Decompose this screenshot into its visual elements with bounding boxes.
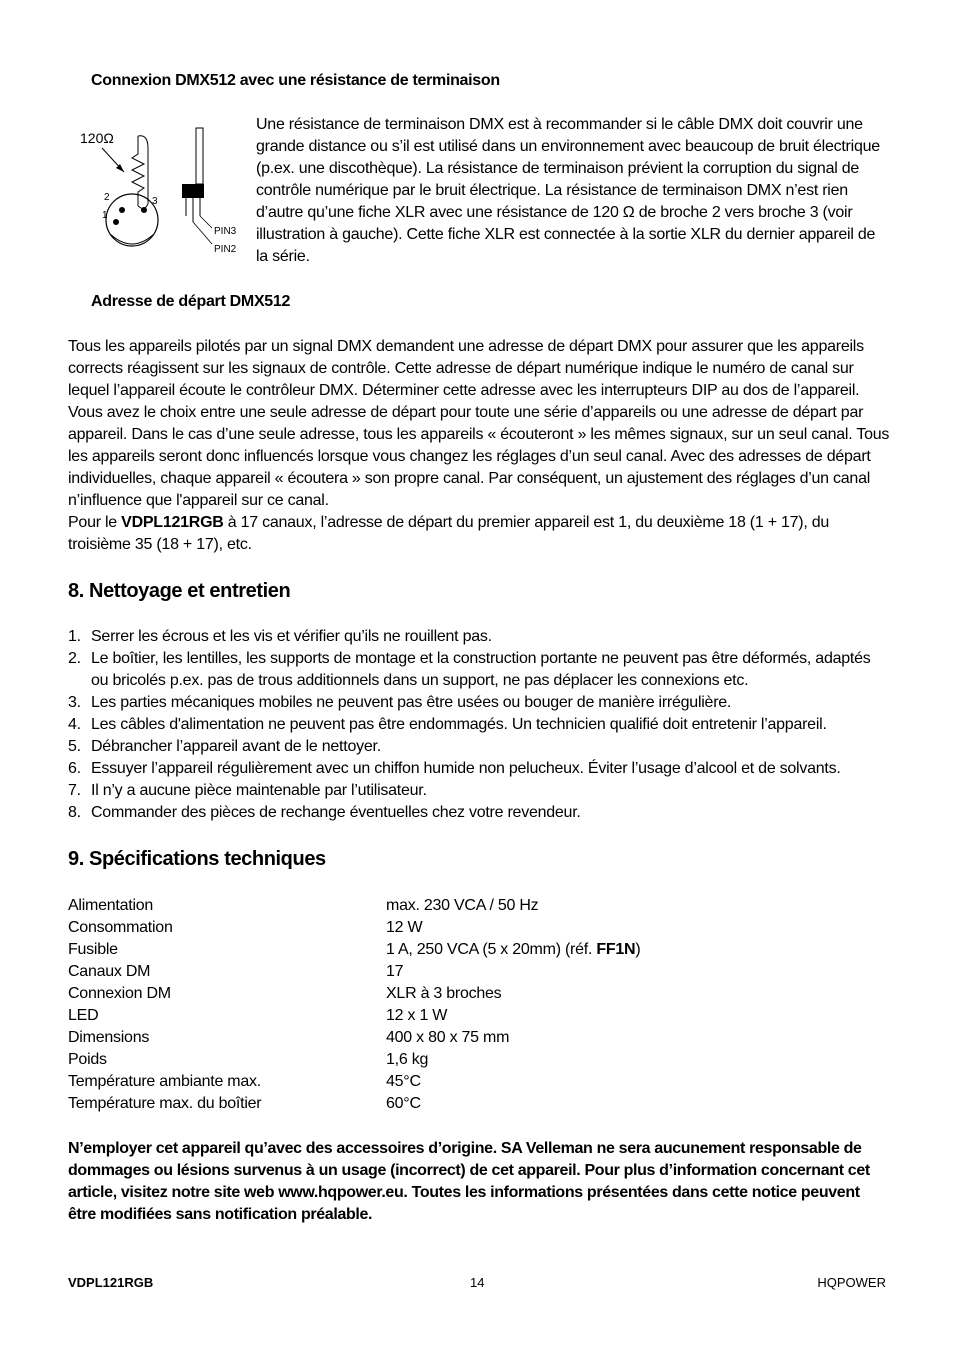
spec-value-text: 12 x 1 W xyxy=(386,1007,448,1024)
spec-value-ref: FF1N xyxy=(596,941,636,958)
spec-row xyxy=(68,1093,640,1115)
spec-value xyxy=(386,1027,509,1049)
spec-label: Consommation xyxy=(68,919,173,936)
address-example-suffix: à 17 canaux, l’adresse de départ du premier appareil est 1, du deuxième 18 (1 + 17), du troisième 35 (18 + 17), etc. xyxy=(68,514,830,553)
specs-table xyxy=(68,895,640,1115)
maintenance-item xyxy=(68,780,888,802)
spec-label: Température max. du boîtier xyxy=(68,1095,262,1112)
maintenance-item-text: Il n’y a aucune pièce maintenable par l’utilisateur. xyxy=(91,782,427,799)
spec-value xyxy=(386,983,501,1005)
footer-page-number: 14 xyxy=(470,1275,485,1290)
xlr-termination-diagram xyxy=(76,124,246,264)
pin3-number: 3 xyxy=(152,196,158,207)
spec-label: Dimensions xyxy=(68,1029,150,1046)
address-body: Tous les appareils pilotés par un signal DMX demandent une adresse de départ DMX pour assurer que les appareils corrects réagissent sur les signaux de contrôle. Cette adresse de départ numérique indique le numéro de canal sur lequel l’appareil écoute le contrôleur DMX. Déterminer cette adresse avec les interrupteurs DIP au dos de l’appareil. Vous avez le choix entre une seule adresse de départ pour toute une série d’appareils ou une adresse de départ par appareil. Dans le cas d’une seule adresse, tous les appareils « écouteront » les mêmes signaux, sur un seul canal. Tous les appareils seront donc influencés lorsque vous changez les réglages d’un seul canal. Avec des adresses de départ individuelles, chaque appareil « écoutera » son propre canal. Par conséquent, un ajustement des réglages d’un canal n’influence que l'appareil sur ce canal. xyxy=(68,338,890,509)
resistor-label: 120Ω xyxy=(80,130,114,146)
maintenance-heading: 8. Nettoyage et entretien xyxy=(68,580,291,602)
spec-row xyxy=(68,939,640,961)
termination-text: Une résistance de terminaison DMX est à recommander si le câble DMX doit couvrir une grande distance ou s’il est utilisé dans un environnement avec beaucoup de bruit électrique (p.ex. une discothèque). La résistance de terminaison prévient la corruption du signal de contrôle numérique par le bruit électrique. La résistance de terminaison DMX n’est rien d’autre qu’une fiche XLR avec une résistance de 120 Ω de broche 2 vers broche 3 (voir illustration à gauche). Cette fiche XLR est connectée à la sortie XLR du dernier appareil de la série. xyxy=(256,116,880,265)
spec-value xyxy=(386,1005,447,1027)
maintenance-item xyxy=(68,736,888,758)
spec-value xyxy=(386,895,538,917)
maintenance-item-number: 3. xyxy=(68,694,81,711)
spec-value-text: max. 230 VCA / 50 Hz xyxy=(386,897,539,914)
maintenance-item xyxy=(68,714,888,736)
address-text xyxy=(68,336,890,556)
address-example-prefix: Pour le xyxy=(68,514,122,531)
legal-notice: N’employer cet appareil qu’avec des accessoires d’origine. SA Velleman ne sera aucunement responsable de dommages ou lésions survenus à un usage (incorrect) de cet appareil. Pour plus d’information concernant cet article, visitez notre site web www.hqpower.eu. Toutes les informations présentées dans cette notice peuvent être modifiées sans notification préalable. xyxy=(68,1140,870,1223)
spec-value xyxy=(386,961,403,983)
spec-value-suffix: ) xyxy=(635,941,641,958)
footer-brand: HQPOWER xyxy=(817,1275,886,1290)
spec-row xyxy=(68,1027,640,1049)
spec-row xyxy=(68,1049,640,1071)
pin2-number: 2 xyxy=(104,192,110,203)
maintenance-item-text: Le boîtier, les lentilles, les supports de montage et la construction portante ne peuvent pas être déformés, adaptés ou bricolés p.ex. pas de trous additionnels dans un support, ne pas déplacer les connexions etc. xyxy=(91,650,871,689)
address-example-model: VDPL121RGB xyxy=(121,514,224,531)
spec-row xyxy=(68,917,640,939)
footer-model: VDPL121RGB xyxy=(68,1275,154,1290)
maintenance-item-number: 7. xyxy=(68,782,81,799)
spec-value-text: 1,6 kg xyxy=(386,1051,429,1068)
spec-label: Canaux DM xyxy=(68,963,151,980)
spec-label: Alimentation xyxy=(68,897,154,914)
maintenance-item-number: 6. xyxy=(68,760,81,777)
spec-row xyxy=(68,1005,640,1027)
spec-label: Température ambiante max. xyxy=(68,1073,261,1090)
maintenance-item xyxy=(68,758,888,780)
spec-value xyxy=(386,1049,428,1071)
spec-value-text: 1 A, 250 VCA (5 x 20mm) (réf. xyxy=(386,941,597,958)
maintenance-item-number: 2. xyxy=(68,650,81,667)
spec-value xyxy=(386,1093,421,1115)
spec-value-text: 17 xyxy=(386,963,404,980)
spec-row xyxy=(68,895,640,917)
spec-label: Connexion DM xyxy=(68,985,171,1002)
address-heading: Adresse de départ DMX512 xyxy=(91,293,291,310)
spec-label: Poids xyxy=(68,1051,107,1068)
spec-value-text: 400 x 80 x 75 mm xyxy=(386,1029,510,1046)
maintenance-item xyxy=(68,626,888,648)
spec-value-text: 12 W xyxy=(386,919,423,936)
maintenance-item xyxy=(68,648,888,692)
spec-row xyxy=(68,961,640,983)
spec-value xyxy=(386,1071,421,1093)
maintenance-item-text: Les parties mécaniques mobiles ne peuvent pas être usées ou bouger de manière irrégulière. xyxy=(91,694,732,711)
spec-label: LED xyxy=(68,1007,99,1024)
spec-value-text: 45°C xyxy=(386,1073,421,1090)
maintenance-item-number: 5. xyxy=(68,738,81,755)
specs-heading: 9. Spécifications techniques xyxy=(68,848,326,870)
maintenance-item-number: 1. xyxy=(68,628,81,645)
spec-value-text: 60°C xyxy=(386,1095,421,1112)
maintenance-item-number: 4. xyxy=(68,716,81,733)
spec-label: Fusible xyxy=(68,941,118,958)
maintenance-item xyxy=(68,802,888,824)
spec-row xyxy=(68,1071,640,1093)
maintenance-item xyxy=(68,692,888,714)
spec-row xyxy=(68,983,640,1005)
termination-heading: Connexion DMX512 avec une résistance de terminaison xyxy=(91,72,500,89)
spec-value xyxy=(386,939,640,961)
pin1-number: 1 xyxy=(102,210,108,221)
pin2-label: PIN2 xyxy=(214,244,237,255)
maintenance-list xyxy=(68,626,888,824)
maintenance-item-number: 8. xyxy=(68,804,81,821)
maintenance-item-text: Serrer les écrous et les vis et vérifier qu’ils ne rouillent pas. xyxy=(91,628,492,645)
maintenance-item-text: Les câbles d'alimentation ne peuvent pas être endommagés. Un technicien qualifié doit entretenir l’appareil. xyxy=(91,716,827,733)
spec-value-text: XLR à 3 broches xyxy=(386,985,502,1002)
pin3-label: PIN3 xyxy=(214,226,237,237)
maintenance-item-text: Commander des pièces de rechange éventuelles chez votre revendeur. xyxy=(91,804,581,821)
maintenance-item-text: Débrancher l’appareil avant de le nettoyer. xyxy=(91,738,381,755)
maintenance-item-text: Essuyer l’appareil régulièrement avec un chiffon humide non pelucheux. Éviter l’usage d’alcool et de solvants. xyxy=(91,760,841,777)
spec-value xyxy=(386,917,422,939)
